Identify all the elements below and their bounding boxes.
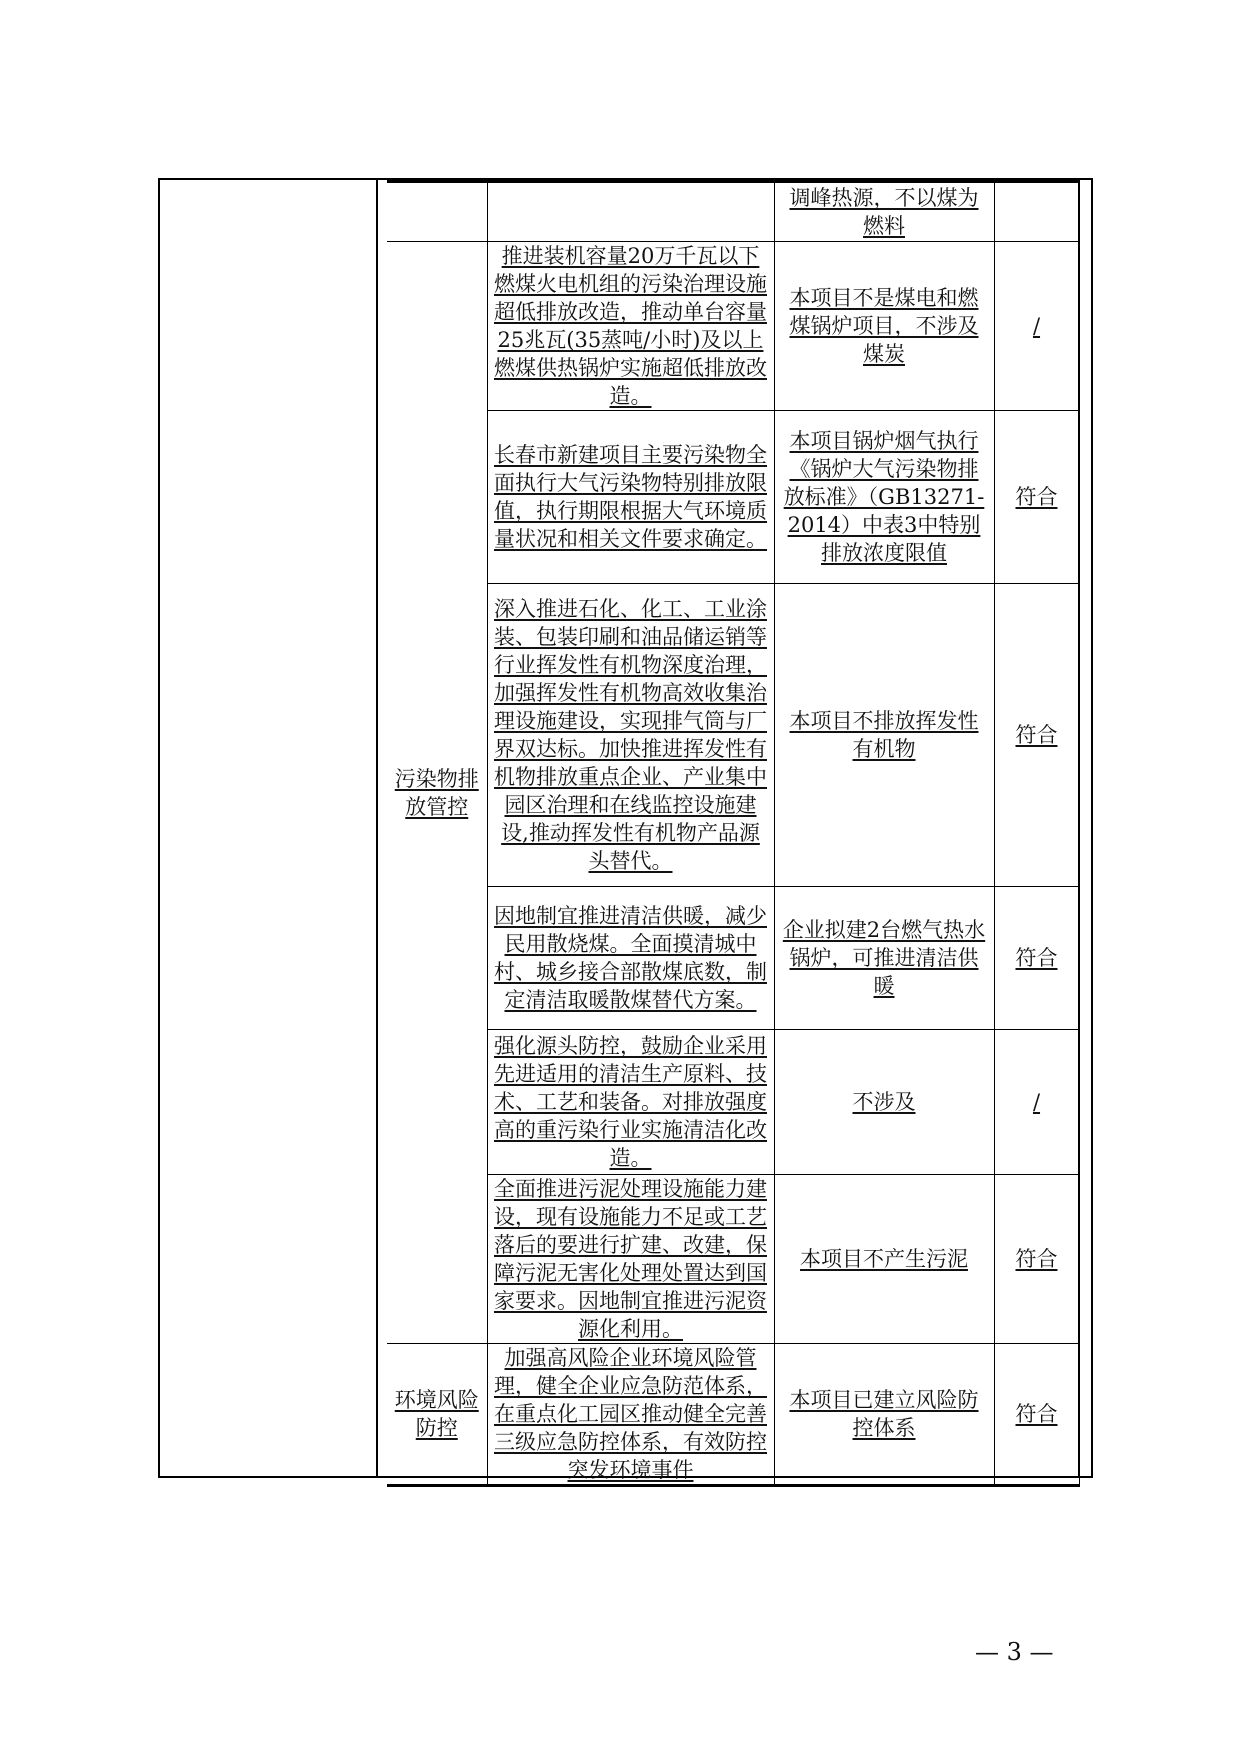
analysis-cell: 本项目不产生污泥: [774, 1175, 994, 1344]
analysis-cell: 不涉及: [774, 1030, 994, 1175]
table-row: [387, 1175, 1079, 1344]
analysis-cell: 企业拟建2台燃气热水锅炉，可推进清洁供暖: [774, 887, 994, 1030]
result-cell: [994, 181, 1079, 242]
analysis-cell: 调峰热源，不以煤为燃料: [774, 181, 994, 242]
analysis-cell: 本项目不排放挥发性有机物: [774, 584, 994, 887]
category-cell: [387, 181, 487, 242]
requirement-cell: 推进装机容量20万千瓦以下燃煤火电机组的污染治理设施超低排放改造，推动单台容量25兆瓦(35蒸吨/小时)及以上燃煤供热锅炉实施超低排放改造。: [487, 242, 774, 411]
requirement-cell: 强化源头防控，鼓励企业采用先进适用的清洁生产原料、技术、工艺和装备。对排放强度高的重污染行业实施清洁化改造。: [487, 1030, 774, 1175]
table-row: [387, 242, 1079, 411]
result-cell: /: [994, 1030, 1079, 1175]
column-divider: [376, 178, 378, 1478]
compliance-table: [387, 178, 1080, 1487]
requirement-cell: 因地制宜推进清洁供暖，减少民用散烧煤。全面摸清城中村、城乡接合部散煤底数，制定清洁取暖散煤替代方案。: [487, 887, 774, 1030]
requirement-cell: 加强高风险企业环境风险管理，健全企业应急防范体系，在重点化工园区推动健全完善三级应急防控体系，有效防控突发环境事件: [487, 1344, 774, 1486]
result-cell: 符合: [994, 1344, 1079, 1486]
result-cell: 符合: [994, 584, 1079, 887]
requirement-cell: [487, 181, 774, 242]
result-cell: 符合: [994, 1175, 1079, 1344]
analysis-cell: 本项目已建立风险防控体系: [774, 1344, 994, 1486]
page-number: — 3 —: [975, 1638, 1054, 1666]
analysis-cell: 本项目锅炉烟气执行《锅炉大气污染物排放标准》（GB13271-2014）中表3中特别排放浓度限值: [774, 411, 994, 584]
result-cell: /: [994, 242, 1079, 411]
category-cell: 环境风险防控: [387, 1344, 487, 1486]
analysis-cell: 本项目不是煤电和燃煤锅炉项目，不涉及煤炭: [774, 242, 994, 411]
table-row: [387, 1030, 1079, 1175]
result-cell: 符合: [994, 887, 1079, 1030]
requirement-cell: 全面推进污泥处理设施能力建设，现有设施能力不足或工艺落后的要进行扩建、改建，保障污泥无害化处理处置达到国家要求。因地制宜推进污泥资源化利用。: [487, 1175, 774, 1344]
requirement-cell: 深入推进石化、化工、工业涂装、包装印刷和油品储运销等行业挥发性有机物深度治理，加强挥发性有机物高效收集治理设施建设，实现排气筒与厂界双达标。加快推进挥发性有机物排放重点企业、产业集中园区治理和在线监控设施建设,推动挥发性有机物产品源头替代。: [487, 584, 774, 887]
table-row: [387, 887, 1079, 1030]
table-row: [387, 1344, 1079, 1486]
category-cell: 污染物排放管控: [387, 242, 487, 1344]
result-cell: 符合: [994, 411, 1079, 584]
table-row: [387, 584, 1079, 887]
requirement-cell: 长春市新建项目主要污染物全面执行大气污染物特别排放限值，执行期限根据大气环境质量状况和相关文件要求确定。: [487, 411, 774, 584]
table-row: [387, 181, 1079, 242]
table-row: [387, 411, 1079, 584]
